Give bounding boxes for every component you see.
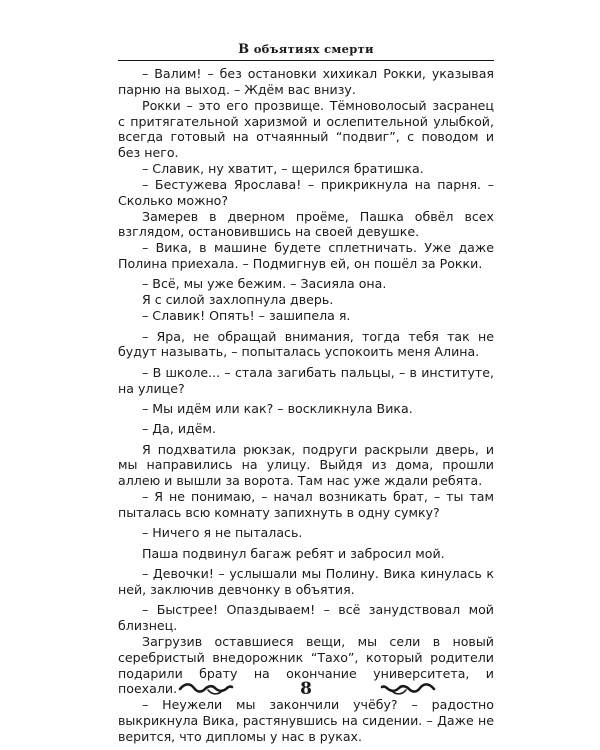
paragraph: – Неужели мы закончили учёбу? – радостно выкрикнула Вика, растянувшись на сидении. – Даже не верится, что дипломы у нас в руках. bbox=[118, 697, 494, 744]
paragraph: Рокки – это его прозвище. Тёмноволосый засранец с притягательной харизмой и ослепительной улыбкой, всегда готовый на отчаянный “подвиг”, с поводом и без него. bbox=[118, 97, 494, 161]
running-header bbox=[118, 42, 494, 57]
paragraph: Я с силой захлопнула дверь. bbox=[142, 292, 334, 308]
paragraph: – Вика, в машине будете сплетничать. Уже даже Полина приехала. – Подмигнув ей, он пошёл за Рокки. bbox=[118, 240, 494, 272]
paragraph: – В школе... – стала загибать пальцы, – в институте, на улице? bbox=[118, 364, 494, 396]
paragraph: Замерев в дверном проёме, Пашка обвёл всех взглядом, остановившись на своей девушке. bbox=[118, 208, 494, 240]
header-rule bbox=[118, 60, 494, 61]
paragraph: Паша подвинул багаж ребят и забросил мой. bbox=[142, 545, 445, 561]
paragraph: – Валим! – без остановки хихикал Рокки, указывая парню на выход. – Ждём вас внизу. bbox=[118, 66, 494, 97]
paragraph: – Ничего я не пыталась. bbox=[142, 525, 303, 541]
header-initial: В bbox=[238, 42, 250, 57]
paragraph: – Славик! Опять! – зашипела я. bbox=[142, 308, 351, 324]
paragraph: – Мы идём или как? – воскликнула Вика. bbox=[142, 400, 413, 416]
paragraph: – Девочки! – услышали мы Полину. Вика кинулась к ней, заключив девчонку в объятия. bbox=[118, 565, 494, 597]
paragraph: – Всё, мы уже бежим. – Засияла она. bbox=[142, 276, 387, 292]
paragraph: – Славик, ну хватит, – щерился братишка. bbox=[142, 161, 424, 177]
paragraph: – Яра, не обращай внимания, тогда тебя так не будут называть, – попыталась успокоить меня Алина. bbox=[118, 328, 494, 360]
paragraph: – Бестужева Ярослава! – прикрикнула на парня. – Сколько можно? bbox=[118, 176, 494, 208]
paragraph: Загрузив оставшиеся вещи, мы сели в новый серебристый внедорожник “Тахо”, который родители подарили брату на окончание университета, и поехали. bbox=[118, 633, 494, 697]
page-number: 8 bbox=[300, 679, 312, 699]
header-title: объятиях смерти bbox=[249, 42, 374, 56]
body-text bbox=[118, 66, 494, 745]
paragraph: – Я не понимаю, – начал возникать брат, – ты там пыталась всю комнату запихнуть в одну сумку? bbox=[118, 489, 494, 520]
right-flourish-icon bbox=[380, 680, 436, 698]
paragraph: – Быстрее! Опаздываем! – всё занудствовал мой близнец. bbox=[118, 602, 494, 633]
paragraph: – Да, идём. bbox=[142, 421, 217, 437]
paragraph: Я подхватила рюкзак, подруги раскрыли дверь, и мы направились на улицу. Выйдя из дома, прошли аллею и вышли за ворота. Там нас уже ждали ребята. bbox=[118, 441, 494, 489]
left-flourish-icon bbox=[178, 680, 234, 698]
page-footer bbox=[118, 676, 494, 704]
